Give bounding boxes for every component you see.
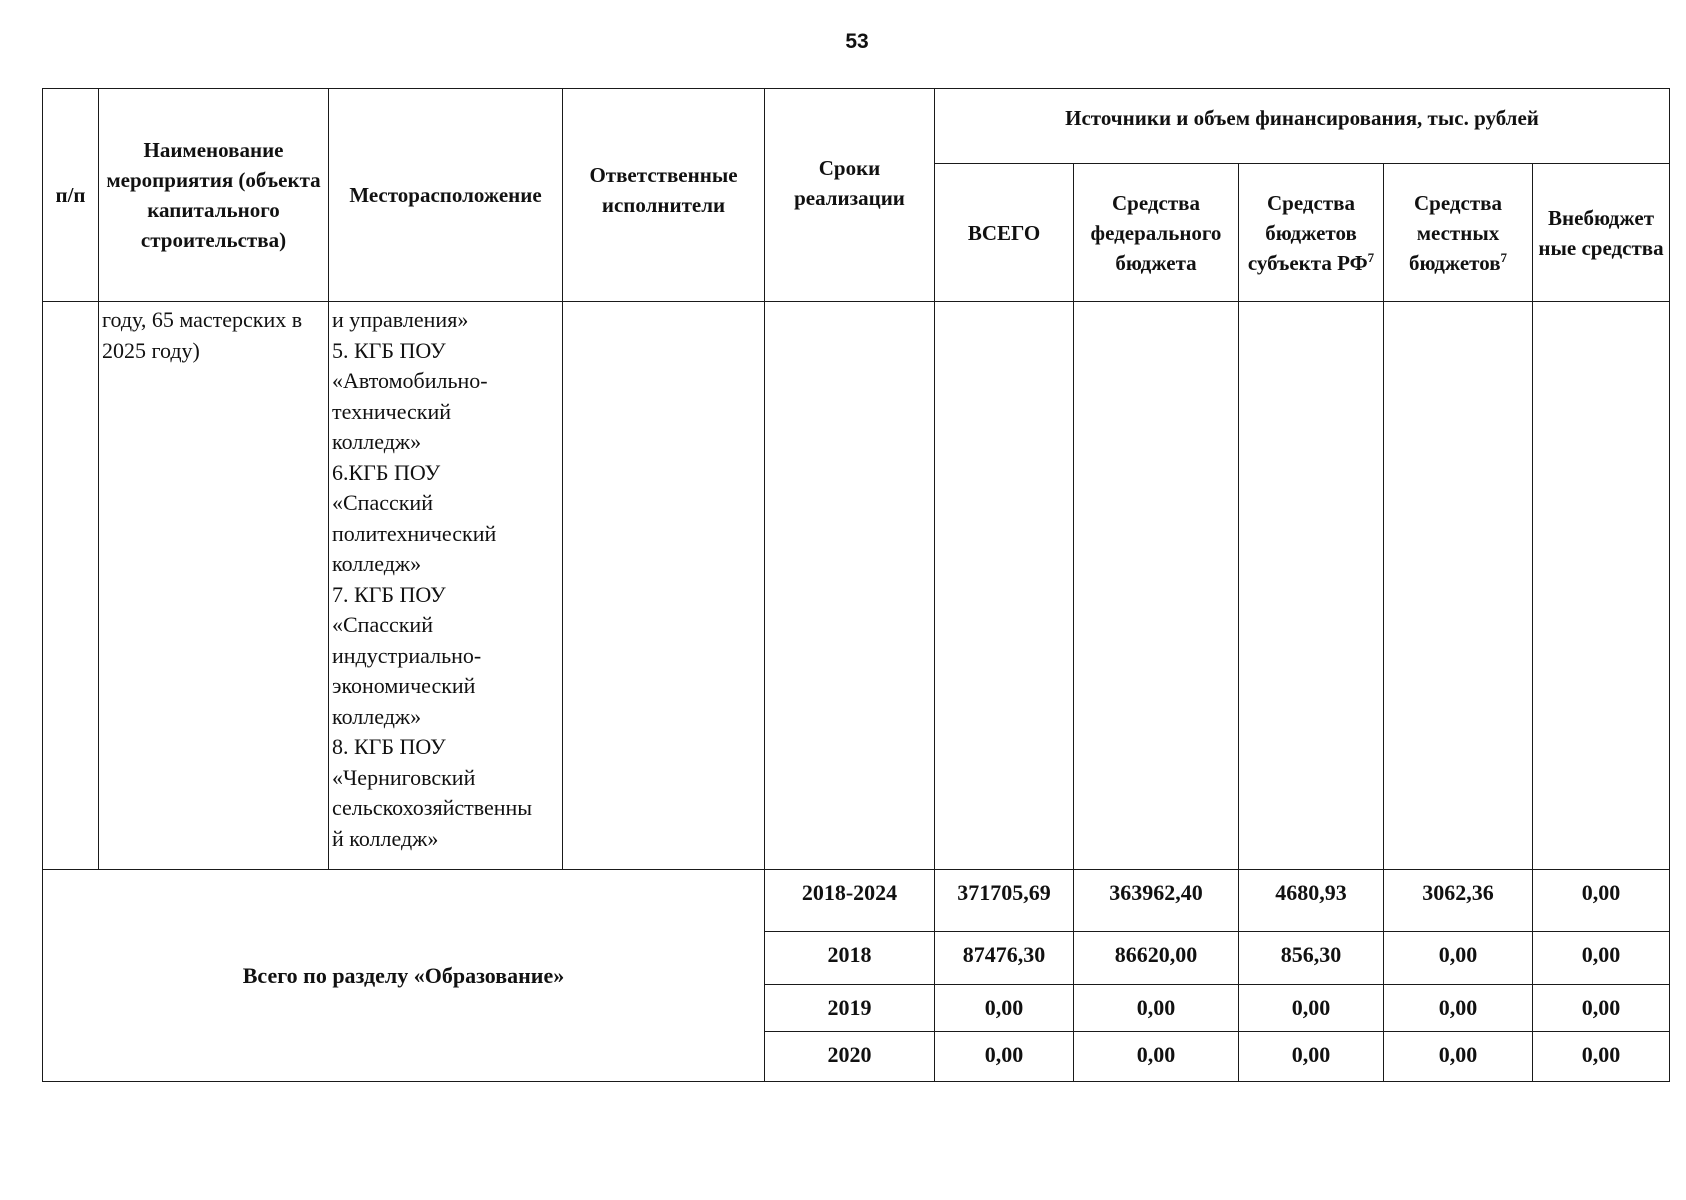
totals-federal: 0,00 [1074, 985, 1239, 1032]
totals-total: 0,00 [935, 985, 1074, 1032]
cell-period-empty [765, 302, 935, 870]
totals-regional: 4680,93 [1239, 870, 1384, 932]
cell-regional-empty [1239, 302, 1384, 870]
totals-federal: 86620,00 [1074, 932, 1239, 985]
totals-period: 2018 [765, 932, 935, 985]
header-col-responsible: Ответственные исполнители [563, 89, 765, 302]
header-col-num: п/п [43, 89, 99, 302]
footnote-marker: 7 [1500, 249, 1508, 265]
header-col-name: Наименование мероприятия (объекта капитального строительства) [99, 89, 329, 302]
header-funding-local-text: Средства местных бюджетов [1408, 190, 1502, 275]
continuation-row [43, 302, 1670, 870]
totals-offbudget: 0,00 [1533, 870, 1670, 932]
header-funding-offbudget: Внебюджет ные средства [1533, 164, 1670, 302]
totals-row [43, 870, 1670, 932]
totals-period: 2019 [765, 985, 935, 1032]
cell-name-continuation: году, 65 мастерских в 2025 году) [99, 302, 329, 870]
cell-local-empty [1384, 302, 1533, 870]
cell-total-empty [935, 302, 1074, 870]
totals-offbudget: 0,00 [1533, 1032, 1670, 1082]
header-col-location: Месторасположение [329, 89, 563, 302]
header-funding-federal: Средства федерального бюджета [1074, 164, 1239, 302]
header-funding-local [1384, 164, 1533, 302]
totals-offbudget: 0,00 [1533, 932, 1670, 985]
totals-regional: 0,00 [1239, 1032, 1384, 1082]
cell-num-empty [43, 302, 99, 870]
totals-total: 87476,30 [935, 932, 1074, 985]
totals-total: 371705,69 [935, 870, 1074, 932]
totals-total: 0,00 [935, 1032, 1074, 1082]
totals-regional: 856,30 [1239, 932, 1384, 985]
totals-local: 3062,36 [1384, 870, 1533, 932]
header-funding-regional-text: Средства бюджетов субъекта РФ [1247, 190, 1368, 275]
totals-federal: 363962,40 [1074, 870, 1239, 932]
totals-period: 2018-2024 [765, 870, 935, 932]
totals-federal: 0,00 [1074, 1032, 1239, 1082]
header-funding-group: Источники и объем финансирования, тыс. рублей [935, 89, 1670, 164]
page-number: 53 [845, 30, 869, 53]
footnote-marker: 7 [1367, 249, 1375, 265]
totals-regional: 0,00 [1239, 985, 1384, 1032]
totals-local: 0,00 [1384, 985, 1533, 1032]
cell-offbudget-empty [1533, 302, 1670, 870]
header-funding-regional [1239, 164, 1384, 302]
totals-local: 0,00 [1384, 1032, 1533, 1082]
totals-label: Всего по разделу «Образование» [43, 870, 765, 1082]
financing-table [42, 88, 1670, 1082]
header-row-1 [43, 89, 1670, 164]
totals-offbudget: 0,00 [1533, 985, 1670, 1032]
cell-federal-empty [1074, 302, 1239, 870]
header-funding-total: ВСЕГО [935, 164, 1074, 302]
totals-local: 0,00 [1384, 932, 1533, 985]
cell-responsible-empty [563, 302, 765, 870]
totals-period: 2020 [765, 1032, 935, 1082]
header-col-period: Сроки реализации [765, 89, 935, 302]
cell-location-list: и управления» 5. КГБ ПОУ «Автомобильно- технический колледж» 6.КГБ ПОУ «Спасский политехнический колледж» 7. КГБ ПОУ «Спасский индустриально- экономический колледж» 8. КГБ ПОУ «Черниговский сельскохозяйственны й колледж» [329, 302, 563, 870]
